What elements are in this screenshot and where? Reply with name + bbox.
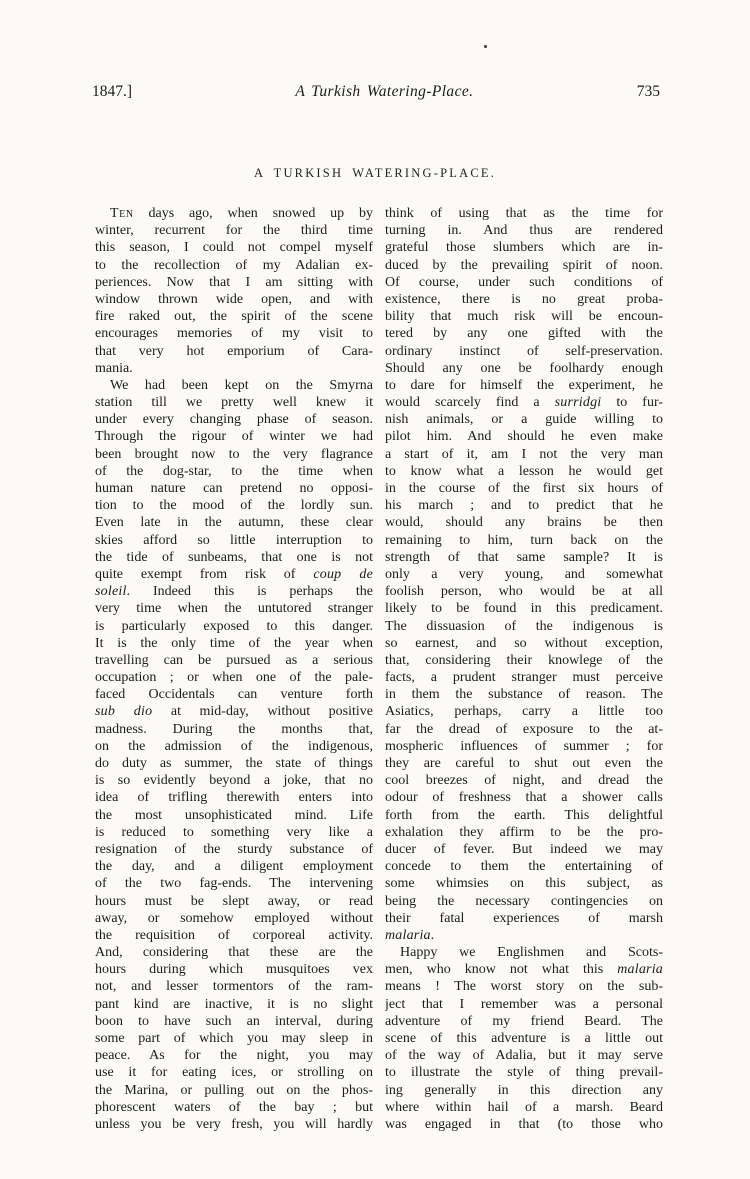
text-line: to dare for himself the experiment, he xyxy=(385,377,663,393)
text-line: Through the rigour of winter we had xyxy=(95,429,373,445)
text-line: some whimsies on this subject, as xyxy=(385,876,663,892)
scan-speck xyxy=(484,45,487,48)
text-line: to illustrate the style of thing prevail- xyxy=(385,1065,663,1081)
text-line: ducer of fever. But indeed we may xyxy=(385,841,663,857)
page-header xyxy=(92,83,660,101)
text-line: that very hot emporium of Cara- xyxy=(95,343,373,359)
text-line: of the two fag-ends. The intervening xyxy=(95,876,373,892)
header-date: 1847.] xyxy=(92,83,133,100)
right-column xyxy=(385,205,663,1133)
text-line: sub dio at mid-day, without positive xyxy=(95,704,373,720)
text-line: pant kind are inactive, it is no slight xyxy=(95,996,373,1012)
text-line: winter, recurrent for the third time xyxy=(95,223,373,239)
text-line: would scarcely find a surridgi to fur- xyxy=(385,395,663,411)
text-line: where within hail of a marsh. Beard xyxy=(385,1099,663,1115)
text-line: And, considering that these are the xyxy=(95,945,373,961)
text-line: not, and lesser tormentors of the ram- xyxy=(95,979,373,995)
text-line: under every changing phase of season. xyxy=(95,412,373,428)
text-line: soleil. Indeed this is perhaps the xyxy=(95,584,373,600)
text-line: The dissuasion of the indigenous is xyxy=(385,618,663,634)
text-line: It is the only time of the year when xyxy=(95,635,373,651)
text-line: skies afford so little interruption to xyxy=(95,532,373,548)
section-title: A TURKISH WATERING-PLACE. xyxy=(253,166,497,180)
text-line: concede to them the entertaining of xyxy=(385,859,663,875)
small-caps-text: Ten xyxy=(110,206,134,221)
text-line: exhalation they affirm to be the pro- xyxy=(385,824,663,840)
header-page-number: 735 xyxy=(636,83,660,100)
text-line: to know what a lesson he would get xyxy=(385,463,663,479)
text-line: that, considering their knowlege of the xyxy=(385,652,663,668)
text-line: window thrown wide open, and with xyxy=(95,291,373,307)
text-line: resignation of the sturdy substance of xyxy=(95,841,373,857)
text-line: mania. xyxy=(95,360,133,376)
text-line: men, who know not what this malaria xyxy=(385,962,663,978)
text-line: We had been kept on the Smyrna xyxy=(110,377,373,393)
text-line: peace. As for the night, you may xyxy=(95,1048,373,1064)
text-line: cool breezes of night, and dread the xyxy=(385,773,663,789)
text-line: this season, I could not compel myself xyxy=(95,240,373,256)
text-line: means ! The worst story on the sub- xyxy=(385,979,663,995)
text-line: travelling can be pursued as a serious xyxy=(95,652,373,668)
text-line: ordinary instinct of self-preservation. xyxy=(385,343,663,359)
text-line: the Marina, or pulling out on the phos- xyxy=(95,1082,373,1098)
text-line: to the recollection of my Adalian ex- xyxy=(95,257,373,273)
text-line: bility that much risk will be encoun- xyxy=(385,309,663,325)
text-line: tion to the mood of the lordly sun. xyxy=(95,498,373,514)
text-line: human nature can pretend no opposi- xyxy=(95,481,373,496)
text-line: tered by any one gifted with the xyxy=(385,326,663,342)
text-line: of the dog-star, to the time when xyxy=(95,463,373,479)
text-line: facts, a prudent stranger must perceive xyxy=(385,670,663,686)
paragraph xyxy=(95,205,373,377)
text-line: foolish person, who would be at all xyxy=(385,584,663,600)
left-column xyxy=(95,205,373,1133)
text-line: hours must be slept away, or read xyxy=(95,893,373,909)
text-line: only a very young, and somewhat xyxy=(385,566,663,582)
text-line: fire raked out, the spirit of the scene xyxy=(95,309,373,325)
text-line: Happy we Englishmen and Scots- xyxy=(400,945,663,961)
text-line: faced Occidentals can venture forth xyxy=(95,687,373,703)
text-line: a start of it, am I not the very man xyxy=(385,446,663,462)
text-line: do duty as summer, the state of things xyxy=(95,756,373,771)
text-line: malaria. xyxy=(385,927,435,943)
paragraph xyxy=(95,377,373,1133)
text-line: think of using that as the time for xyxy=(385,206,663,221)
text-line: his march ; and to predict that he xyxy=(385,498,663,514)
text-line: so earnest, and so without exception, xyxy=(385,635,663,651)
text-line: occupation ; or when one of the pale- xyxy=(95,670,373,686)
text-line: existence, there is no great proba- xyxy=(385,291,663,307)
text-line: likely to be found in this predicament. xyxy=(385,601,663,617)
text-line: some part of which you may sleep in xyxy=(95,1031,373,1046)
text-line: ject that I remember was a personal xyxy=(385,996,663,1012)
text-line: was engaged in that (to those who xyxy=(385,1116,663,1132)
text-line: remaining to him, turn back on the xyxy=(385,532,663,548)
text-line: Should any one be foolhardy enough xyxy=(385,360,663,376)
text-line: quite exempt from risk of coup de xyxy=(95,566,373,582)
text-line: station till we pretty well knew it xyxy=(95,395,373,411)
text-line: is particularly exposed to this danger. xyxy=(95,618,373,634)
text-line: pilot him. And should he even make xyxy=(385,429,663,445)
header-title: A Turkish Watering-Place. xyxy=(295,83,474,100)
text-line: Asiatics, perhaps, carry a little too xyxy=(385,704,663,720)
text-line: hours during which musquitoes vex xyxy=(95,962,373,978)
text-line: is so evidently beyond a joke, that no xyxy=(95,773,373,789)
text-line: Even late in the autumn, these clear xyxy=(95,515,373,531)
text-line: nish animals, or a guide willing to xyxy=(385,412,663,428)
text-line: strength of that same sample? It is xyxy=(385,549,663,565)
text-line: encourages memories of my visit to xyxy=(95,326,373,342)
text-line: unless you be very fresh, you will hardly xyxy=(95,1116,373,1132)
text-columns xyxy=(95,205,663,1133)
text-line: the tide of sunbeams, that one is not xyxy=(95,549,373,565)
paragraph xyxy=(385,205,663,944)
text-line: been brought now to the very flagrance xyxy=(95,446,373,462)
text-line: madness. During the months that, xyxy=(95,721,373,737)
text-line: on the admission of the indigenous, xyxy=(95,738,373,754)
text-line: is reduced to something very like a xyxy=(95,824,373,840)
text-line: odour of freshness that a shower calls xyxy=(385,790,663,806)
text-line: the requisition of corporeal activity. xyxy=(95,927,373,943)
text-line: Of course, under such conditions of xyxy=(385,274,663,290)
text-line: would, should any brains be then xyxy=(385,515,663,531)
text-line: grateful those slumbers which are in- xyxy=(385,240,663,256)
text-line: scene of this adventure is a little out xyxy=(385,1031,663,1046)
text-line: away, or somehow employed without xyxy=(95,910,373,926)
text-line: the most unsophisticated mind. Life xyxy=(95,807,373,823)
text-line: far the dread of exposure to the at- xyxy=(385,721,663,737)
text-line: periences. Now that I am sitting with xyxy=(95,274,373,290)
text-line: forth from the earth. This delightful xyxy=(385,807,663,823)
text-line: ing generally in this direction any xyxy=(385,1082,663,1098)
text-line: boon to have such an interval, during xyxy=(95,1013,373,1029)
text-line: use it for eating ices, or strolling on xyxy=(95,1065,373,1081)
text-line: phorescent waters of the bay ; but xyxy=(95,1099,373,1115)
text-line: very time when the untutored stranger xyxy=(95,601,373,617)
text-line: duced by the prevailing spirit of noon. xyxy=(385,257,663,273)
text-line: being the necessary contingencies on xyxy=(385,893,663,909)
text-line: they are careful to shut out even the xyxy=(385,756,663,771)
text-line: Ten days ago, when snowed up by xyxy=(110,206,373,221)
text-line: turning in. And thus are rendered xyxy=(385,223,663,239)
text-line: in the course of the first six hours of xyxy=(385,481,663,496)
text-line: adventure of my friend Beard. The xyxy=(385,1013,663,1029)
text-line: mospheric influences of summer ; for xyxy=(385,738,663,754)
paragraph xyxy=(385,944,663,1133)
text-line: in them the substance of reason. The xyxy=(385,687,663,703)
text-line: idea of trifling therewith enters into xyxy=(95,790,373,806)
text-line: their fatal experiences of marsh xyxy=(385,910,663,926)
text-line: of the way of Adalia, but it may serve xyxy=(385,1048,663,1064)
text-line: the day, and a diligent employment xyxy=(95,859,373,875)
